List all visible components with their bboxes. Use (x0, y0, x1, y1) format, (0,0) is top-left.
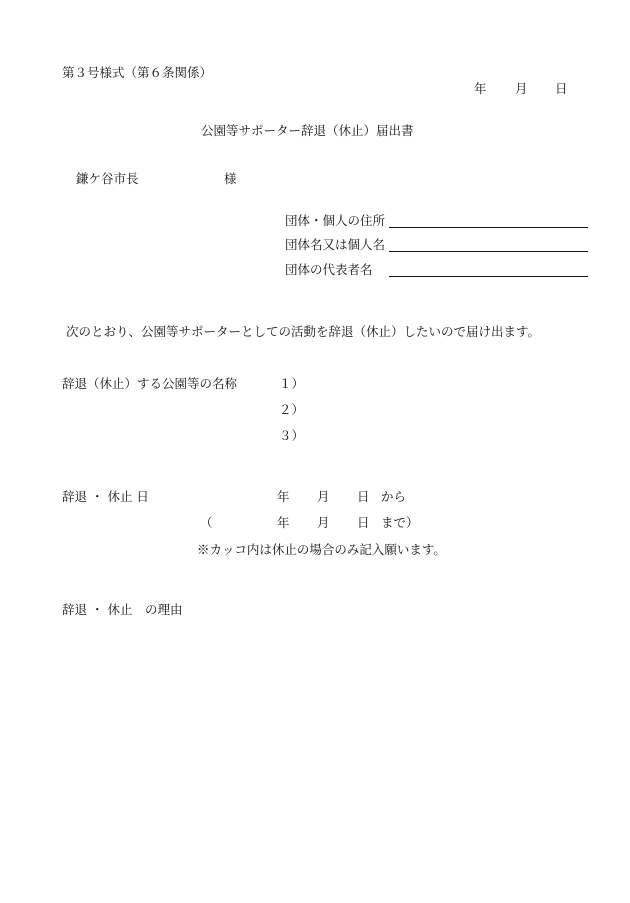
statement-text: 次のとおり、公園等サポーターとしての活動を辞退（休止）したいので届け出ます。 (66, 324, 541, 339)
applicant-name-line[interactable] (389, 251, 588, 252)
to-open-paren: （ (200, 515, 213, 530)
applicant-address-label: 団体・個人の住所 (285, 213, 386, 228)
park-name-item-2: ２） (279, 402, 305, 417)
date-month-label: 月 (515, 81, 528, 96)
reason-label: 辞退 ・ 休止 の理由 (62, 602, 183, 617)
park-name-item-1: １） (279, 376, 305, 391)
applicant-representative-label: 団体の代表者名 (285, 262, 373, 277)
park-names-label: 辞退（休止）する公園等の名称 (62, 376, 238, 391)
form-number: 第３号様式（第６条関係） (62, 65, 213, 80)
to-day-label: 日 (357, 515, 370, 530)
from-day-label: 日 (357, 489, 370, 504)
from-suffix: から (381, 489, 407, 504)
dates-label: 辞退 ・ 休止 日 (62, 489, 149, 504)
applicant-name-label: 団体名又は個人名 (285, 237, 386, 252)
applicant-address-line[interactable] (389, 227, 588, 228)
date-year-label: 年 (474, 81, 487, 96)
addressee-name: 鎌ケ谷市長 (76, 171, 139, 186)
date-day-label: 日 (555, 81, 568, 96)
document-title: 公園等サポーター辞退（休止）届出書 (201, 123, 414, 138)
applicant-representative-line[interactable] (389, 276, 588, 277)
to-year-label: 年 (277, 515, 290, 530)
from-year-label: 年 (277, 489, 290, 504)
dates-note: ※カッコ内は休止の場合のみ記入願います。 (197, 542, 446, 557)
addressee-honorific: 様 (224, 171, 237, 186)
from-month-label: 月 (317, 489, 330, 504)
to-month-label: 月 (317, 515, 330, 530)
to-suffix: まで） (381, 515, 419, 530)
park-name-item-3: ３） (279, 428, 305, 443)
